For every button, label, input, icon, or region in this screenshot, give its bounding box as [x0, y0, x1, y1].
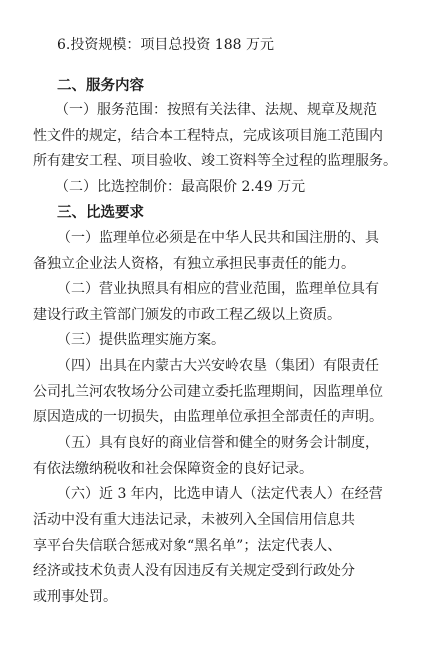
requirement-6-line-4: 经济或技术负责人没有因违反有关规定受到行政处分 [33, 563, 355, 579]
service-scope-line-3: 所有建安工程、项目验收、竣工资料等全过程的监理服务。 [33, 153, 397, 169]
requirement-1-line-2: 备独立企业法人资格，有独立承担民事责任的能力。 [33, 256, 355, 272]
requirement-4-line-2: 公司扎兰河农牧场分公司建立委托监理期间，因监理单位 [33, 384, 383, 400]
service-scope-line-1: （一）服务范围：按照有关法律、法规、规章及规范 [55, 102, 377, 118]
section-heading-requirements: 三、比选要求 [57, 205, 144, 221]
requirement-5-line-1: （五）具有良好的商业信誉和健全的财务会计制度， [57, 435, 379, 451]
section-heading-service-content: 二、服务内容 [57, 78, 144, 94]
service-scope-line-2: 性文件的规定，结合本工程特点，完成该项目施工范围内 [33, 128, 383, 144]
requirement-6-line-5: 或刑事处罚。 [33, 589, 117, 605]
requirement-6-line-1: （六）近 3 年内，比选申请人（法定代表人）在经营 [57, 486, 383, 502]
requirement-6-line-2: 活动中没有重大违法记录，未被列入全国信用信息共 [33, 512, 355, 528]
requirement-2-line-2: 建设行政主管部门颁发的市政工程乙级以上资质。 [33, 307, 341, 323]
price-ceiling-line: （二）比选控制价：最高限价 2.49 万元 [55, 179, 306, 195]
project-scale-line: 6.投资规模：项目总投资 188 万元 [57, 37, 274, 53]
requirement-6-line-3: 享平台失信联合惩戒对象“黑名单”；法定代表人、 [33, 538, 342, 554]
requirement-3-line: （三）提供监理实施方案。 [57, 332, 225, 348]
requirement-4-line-1: （四）出具在内蒙古大兴安岭农垦（集团）有限责任 [57, 358, 379, 374]
requirement-5-line-2: 有依法缴纳税收和社会保障资金的良好记录。 [33, 461, 313, 477]
requirement-4-line-3: 原因造成的一切损失，由监理单位承担全部责任的声明。 [33, 409, 383, 425]
requirement-2-line-1: （二）营业执照具有相应的营业范围，监理单位具有 [57, 281, 379, 297]
requirement-1-line-1: （一）监理单位必须是在中华人民共和国注册的、具 [57, 230, 379, 246]
